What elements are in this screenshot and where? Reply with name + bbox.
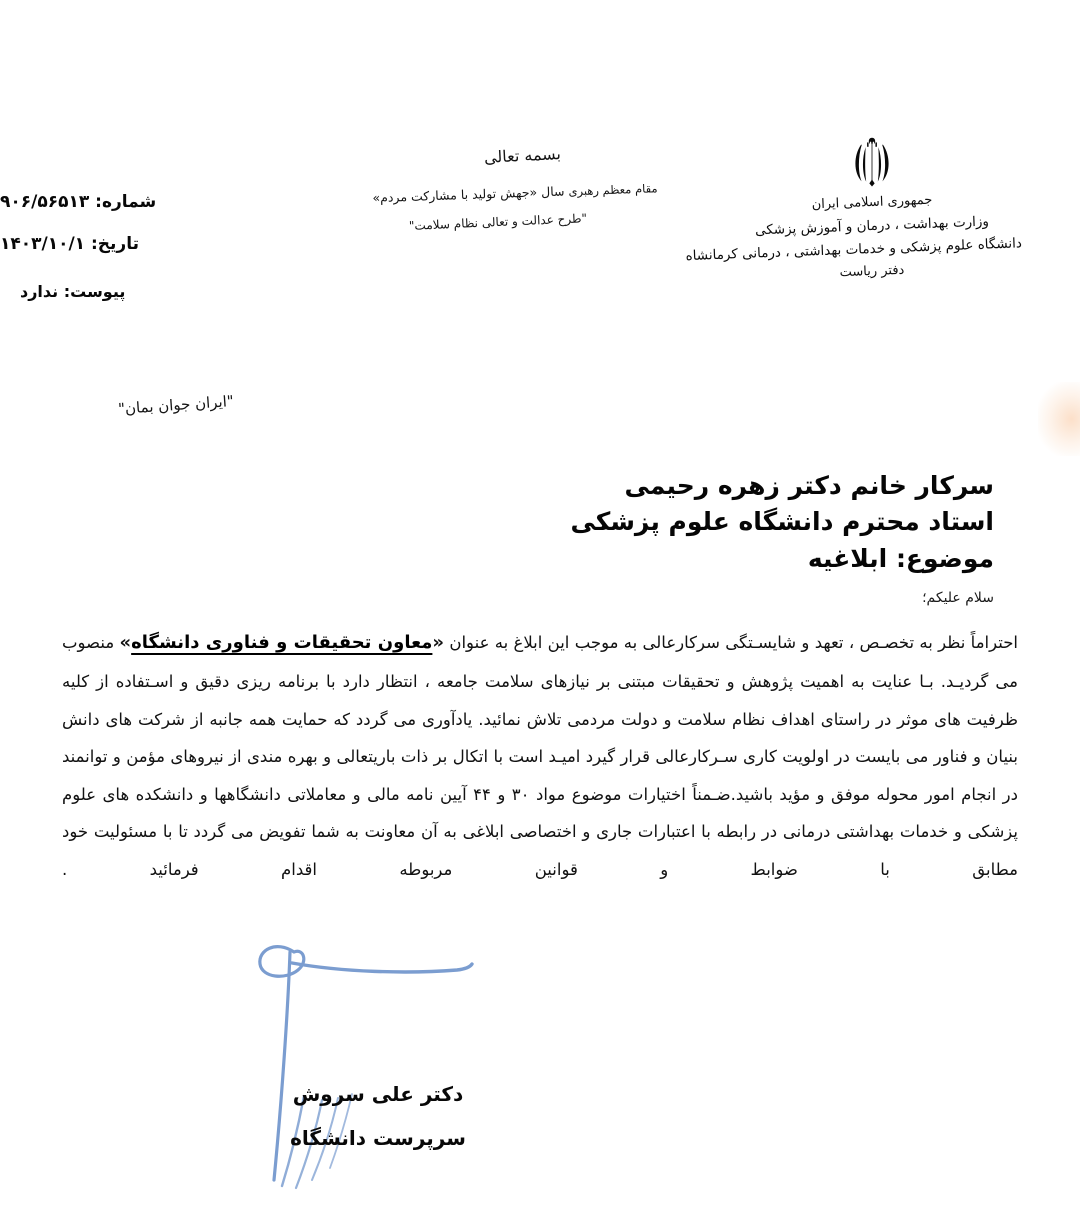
signer-name: دکتر علی سروش: [292, 1082, 464, 1106]
attachment-value: ندارد: [20, 282, 59, 301]
basmala-text: بسمه تعالی: [483, 144, 561, 167]
document-date-row: [0, 234, 266, 254]
document-date-label: تاریخ:: [90, 234, 139, 254]
letterhead: [685, 132, 1023, 281]
invocation-block: [372, 144, 672, 233]
org-name-university: دانشگاه علوم پزشکی و خدمات بهداشتی ، درمانی کرمانشاه: [685, 235, 1023, 264]
document-number-row: [0, 192, 266, 212]
document-date-value: ۱۴۰۳/۱۰/۱: [0, 234, 86, 254]
subject-value: ابلاغیه: [807, 544, 888, 573]
appointment-title: معاون تحقیقات و فناوری دانشگاه: [131, 632, 433, 653]
handwritten-signature-icon: [232, 918, 512, 1203]
greeting-text: سلام علیکم؛: [922, 590, 994, 606]
recipient-title: استاد محترم دانشگاه علوم پزشکی: [570, 506, 994, 536]
quote-open: «: [432, 632, 445, 653]
body-rest: منصوب می گردیـد. بـا عنایت به اهمیت پژوهش و تحقیقات مبتنی بر نیازهای سلامت جامعه ، انتظار دارد با برنامه ریزی دقیق و اسـتفاده از کلیه ظرفیت های موثر در راستای اهداف نظام سلامت و دولت مردمی تلاش نمائید. یادآوری می گردد که حمایت همه جانبه از شرکت های دانش بنیان و فناور می بایست در اولویت کاری سـرکارعالی قرار گیرد امیـد است با اتکال بر ذات باریتعالی و بهره مندی از نیروهای مؤمن و توانمند در انجام امور محوله موفق و مؤید باشید.ضـمناً اختیارات موضوع مواد ۳۰ و ۴۴ آیین نامه مالی و معاملاتی دانشگاهها و دانشکده های علوم پزشکی و خدمات بهداشتی درمانی در رابطه با اعتبارات جاری و اختصاصی ابلاغی به آن معاونت به شما تفویض می گردد تا با مسئولیت خود مطابق با ضوابط و قوانین مربوطه اقدام فرمائید .: [62, 633, 1018, 880]
iran-national-emblem-icon: [843, 132, 901, 190]
recipient-name: سرکار خانم دکتر زهره رحیمی: [624, 471, 994, 500]
org-name-ministry: وزارت بهداشت ، درمان و آموزش پزشکی: [754, 213, 990, 239]
recipient-block: [570, 468, 994, 577]
letter-body: [62, 622, 1018, 889]
document-attachment-row: [0, 282, 266, 301]
subject-row: [570, 541, 994, 577]
document-number-value: ۹۰۶/۵۶۵۱۳: [0, 192, 90, 212]
scan-artifact-smudge: [1038, 382, 1080, 456]
quote-close: »: [119, 632, 132, 653]
signer-title: سرپرست دانشگاه: [290, 1126, 466, 1150]
body-paragraph: [62, 622, 1018, 889]
attachment-label: پیوست:: [63, 282, 126, 301]
document-number-label: شماره:: [95, 192, 157, 212]
leader-attribution: مقام معظم رهبری: [568, 181, 658, 199]
signature-area: [232, 918, 512, 1203]
national-motto: "ایران جوان بمان": [117, 391, 235, 419]
org-name-country: جمهوری اسلامی ایران: [811, 192, 933, 213]
health-slogan: "طرح عدالت و تعالی نظام سلامت": [408, 211, 588, 233]
signer-block: [268, 1084, 488, 1150]
org-name-office: دفتر ریاست: [839, 262, 905, 281]
year-slogan: سال «جهش تولید با مشارکت مردم»: [372, 183, 565, 206]
document-meta: [0, 192, 266, 323]
body-intro: احتراماً نظر به تخصـص ، تعهد و شایسـتگی سرکارعالی به موجب این ابلاغ به عنوان: [449, 633, 1018, 652]
year-slogan-row: [372, 180, 672, 205]
subject-label: موضوع:: [895, 544, 994, 573]
